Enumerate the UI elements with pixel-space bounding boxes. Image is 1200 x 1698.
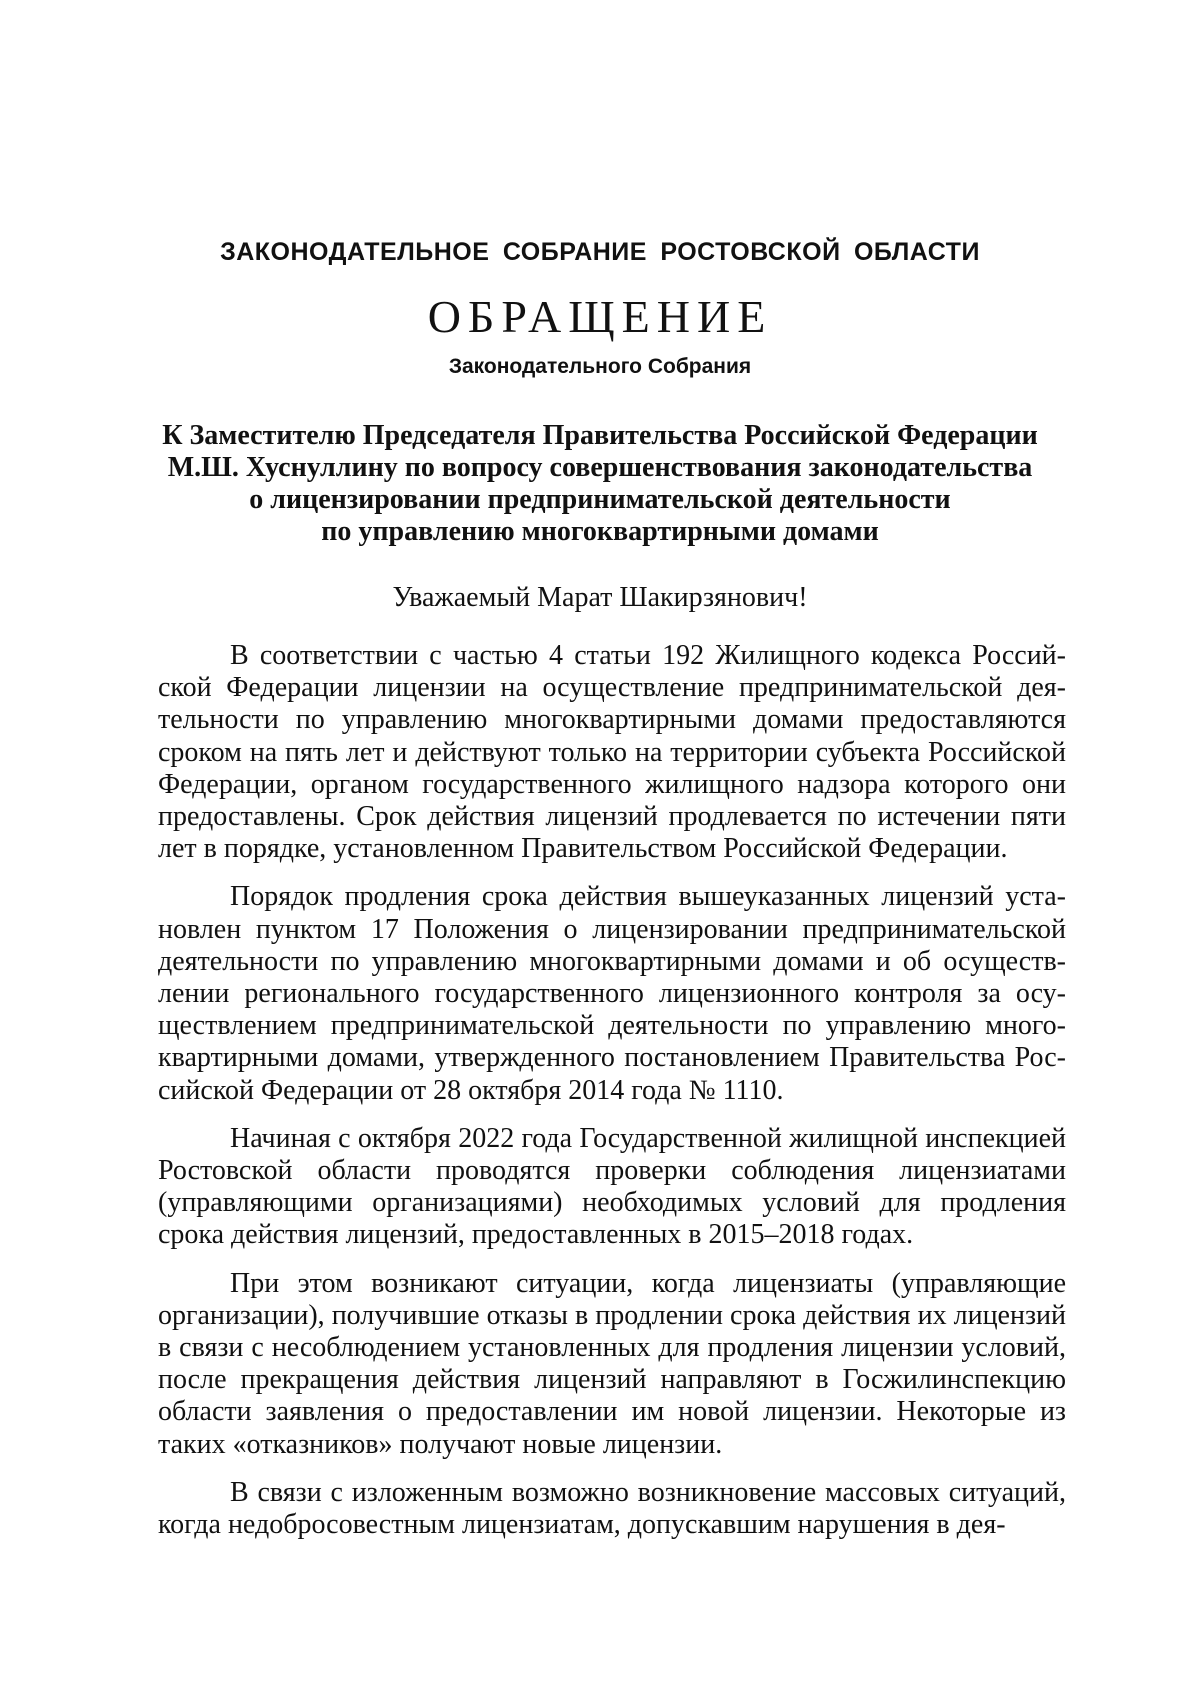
document-type-title: ОБРАЩЕНИЕ: [427, 291, 773, 342]
subject-line: о лицензировании предпринимательской деятельности: [249, 484, 951, 515]
subject-line: по управлению многоквартирными домами: [321, 516, 879, 547]
organization-name: ЗАКОНОДАТЕЛЬНОЕ СОБРАНИЕ РОСТОВСКОЙ ОБЛАСТИ: [220, 238, 980, 266]
issuer-name: Законодательного Собрания: [448, 355, 752, 378]
body-paragraph: В соответствии с частью 4 статьи 192 Жилищного кодекса Российской Федерации лицензии на осуществление предпринимательской деятельности по управлению многоквартирными домами предоставляются сроком на пять лет и действуют только на территории субъекта Российской Федерации, органом государственного жилищного надзора которого они предоставлены. Срок действия лицензий продлевается по истечении пяти лет в порядке, установленном Правительством Российской Федерации.: [158, 640, 1066, 865]
salutation: Уважаемый Марат Шакирзянович!: [392, 582, 808, 613]
subject-line: М.Ш. Хуснуллину по вопросу совершенствования законодательства: [167, 452, 1033, 483]
body-paragraph: При этом возникают ситуации, когда лицензиаты (управляющие организации), получившие отказы в продлении срока действия их лицензий в связи с несоблюдением установленных для продления лицензии условий, после прекращения действия лицензий направляют в Госжилинспекцию области заявления о предоставлении им новой лицензии. Некоторые из таких «отказников» получают новые лицензии.: [158, 1267, 1066, 1460]
subject-line: К Заместителю Председателя Правительства Российской Федерации: [162, 420, 1038, 451]
document-body: [158, 640, 1066, 1557]
body-paragraph: В связи с изложенным возможно возникновение массовых ситуаций, когда недобросовестным лицензиатам, допускавшим нарушения в дея-: [158, 1476, 1066, 1541]
body-paragraph: Начиная с октября 2022 года Государственной жилищной инспекцией Ростовской области проводятся проверки соблюдения лицензиатами (управляющими организациями) необходимых условий для продления срока действия лицензий, предоставленных в 2015–2018 годах.: [158, 1122, 1066, 1251]
body-paragraph: Порядок продления срока действия вышеуказанных лицензий установлен пунктом 17 Положения о лицензировании предпринимательской деятельности по управлению многоквартирными домами и об осуществлении регионального государственного лицензионного контроля за осуществлением предпринимательской деятельности по управлению многоквартирными домами, утвержденного постановлением Правительства Российской Федерации от 28 октября 2014 года № 1110.: [158, 881, 1066, 1106]
document-subject: [120, 420, 1080, 548]
